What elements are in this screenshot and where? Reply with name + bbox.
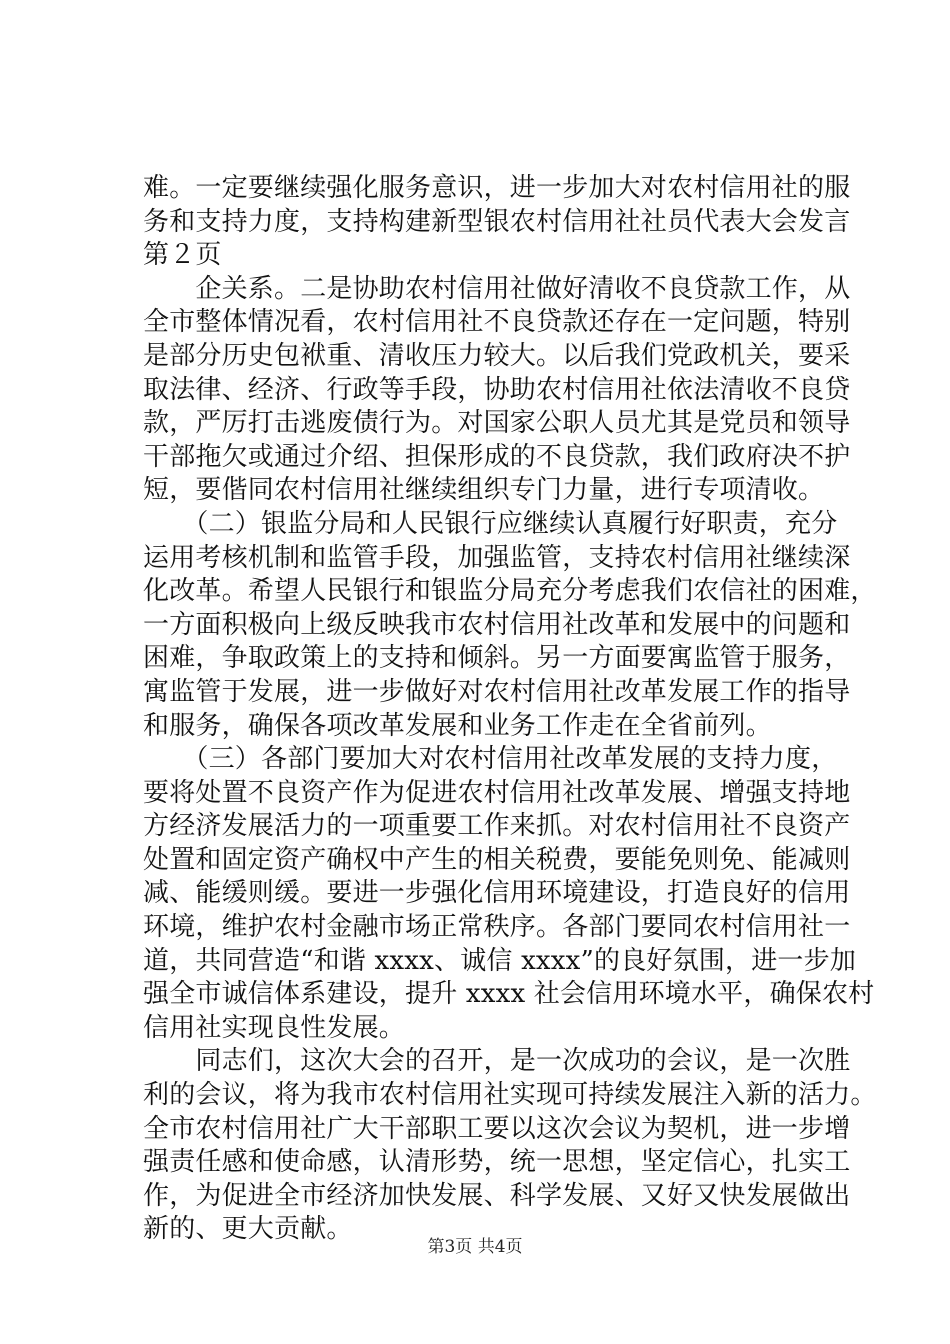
text-line: 化改革。希望人民银行和银监分局充分考虑我们农信社的困难， [143, 576, 877, 607]
text-line: 全市整体情况看，农村信用社不良贷款还存在一定问题，特别 [143, 307, 851, 338]
text-line: 信用社实现良性发展。 [143, 1012, 406, 1043]
text-line: 新的、更大贡献。 [143, 1214, 353, 1245]
text-line: 环境，维护农村金融市场正常秩序。各部门要同农村信用社一 [143, 912, 851, 943]
page-number-footer: 第3页 共4页 [427, 1237, 523, 1257]
text-line: 方经济发展活力的一项重要工作来抓。对农村信用社不良资产 [143, 811, 851, 842]
text-line: 一方面积极向上级反映我市农村信用社改革和发展中的问题和 [143, 609, 851, 640]
text-line: 是部分历史包袱重、清收压力较大。以后我们党政机关，要采 [143, 340, 851, 371]
text-line: 难。一定要继续强化服务意识，进一步加大对农村信用社的服 [143, 173, 851, 203]
text-line: 运用考核机制和监管手段，加强监管，支持农村信用社继续深 [143, 542, 851, 573]
text-line: （二）银监分局和人民银行应继续认真履行好职责，充分 [143, 508, 838, 539]
text-line: （三）各部门要加大对农村信用社改革发展的支持力度， [143, 744, 838, 775]
text-line: 款，严厉打击逃废债行为。对国家公职人员尤其是党员和领导 [143, 408, 851, 439]
text-line: 同志们，这次大会的召开，是一次成功的会议，是一次胜 [143, 1046, 851, 1077]
text-line: 强全市诚信体系建设，提升 xxxx 社会信用环境水平，确保农村 [143, 979, 875, 1010]
text-line: 短，要偕同农村信用社继续组织专门力量，进行专项清收。 [143, 475, 825, 506]
text-line: 全市农村信用社广大干部职工要以这次会议为契机，进一步增 [143, 1113, 851, 1144]
body-text [143, 172, 877, 1247]
text-line: 寓监管于发展，进一步做好对农村信用社改革发展工作的指导 [143, 676, 851, 707]
text-line: 务和支持力度，支持构建新型银农村信用社社员代表大会发言 [143, 206, 851, 237]
text-line: 干部拖欠或通过介绍、担保形成的不良贷款，我们政府决不护 [143, 441, 851, 472]
text-line: 减、能缓则缓。要进一步强化信用环境建设，打造良好的信用 [143, 878, 851, 909]
text-line: 取法律、经济、行政等手段，协助农村信用社依法清收不良贷 [143, 374, 851, 405]
text-line: 第２页 [143, 240, 222, 271]
text-line: 困难，争取政策上的支持和倾斜。另一方面要寓监管于服务， [143, 643, 851, 674]
text-line: 利的会议，将为我市农村信用社实现可持续发展注入新的活力。 [143, 1080, 877, 1111]
text-line: 企关系。二是协助农村信用社做好清收不良贷款工作，从 [143, 273, 851, 304]
text-line: 和服务，确保各项改革发展和业务工作走在全省前列。 [143, 710, 772, 741]
text-line: 处置和固定资产确权中产生的相关税费，要能免则免、能减则 [143, 844, 851, 875]
text-line: 强责任感和使命感，认清形势，统一思想，坚定信心，扎实工 [143, 1147, 851, 1178]
text-line: 道，共同营造“和谐 xxxx、诚信 xxxx”的良好氛围，进一步加 [143, 945, 857, 976]
text-line: 作，为促进全市经济加快发展、科学发展、又好又快发展做出 [143, 1180, 851, 1211]
text-line: 要将处置不良资产作为促进农村信用社改革发展、增强支持地 [143, 777, 851, 808]
